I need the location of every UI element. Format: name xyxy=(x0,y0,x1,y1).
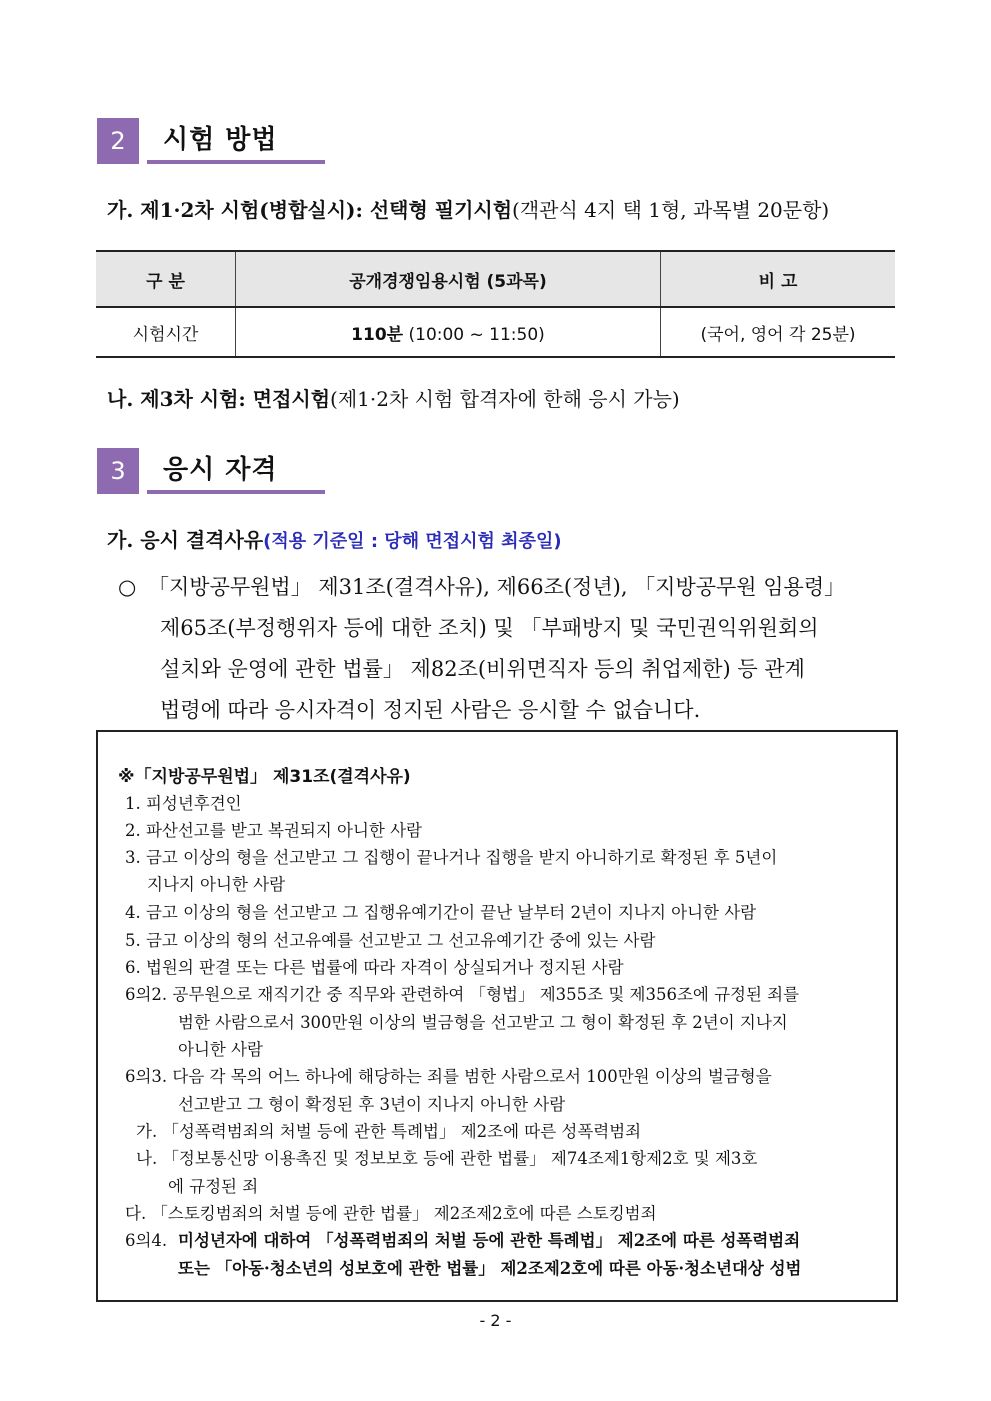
paragraph-line xyxy=(118,690,898,731)
exam-method-item-na xyxy=(107,383,680,412)
table-cell: (국어, 영어 각 25분) xyxy=(661,307,896,357)
table-cell xyxy=(236,307,661,357)
law-excerpt-box xyxy=(96,730,898,1302)
exam-method-item-ga xyxy=(107,194,829,223)
list-item-number: 6의4. xyxy=(125,1231,168,1250)
section-number: 3 xyxy=(97,448,139,494)
duration: 110분 xyxy=(351,324,404,345)
list-item: 5. 금고 이상의 형의 선고유예를 선고받고 그 선고유예기간 중에 있는 사람 xyxy=(125,931,656,950)
list-item: 6의2. 공무원으로 재직기간 중 직무와 관련하여 「형법」 제355조 및 제356조에 규정된 죄를 xyxy=(125,985,800,1004)
list-item: 다. 「스토킹범죄의 처벌 등에 관한 법률」 제2조제2호에 따른 스토킹범죄 xyxy=(125,1204,657,1223)
list-item: 나. 「정보통신망 이용촉진 및 정보보호 등에 관한 법률」 제74조제1항제2호 및 제3호 xyxy=(136,1149,758,1168)
table-header: 구 분 xyxy=(96,251,236,307)
list-item: 범한 사람으로서 300만원 이상의 벌금형을 선고받고 그 형이 확정된 후 2년이 지나지 xyxy=(178,1013,788,1032)
section-title: 응시 자격 xyxy=(147,448,325,494)
list-item: 2. 파산선고를 받고 복권되지 아니한 사람 xyxy=(125,821,422,840)
paragraph-text: 설치와 운영에 관한 법률」 제82조(비위면직자 등의 취업제한) 등 관계 xyxy=(160,657,805,681)
list-item-bold: 미성년자에 대하여 「성폭력범죄의 처벌 등에 관한 특례법」 제2조에 따른 성폭력범죄 xyxy=(178,1231,801,1250)
item-label: 가. 제1·2차 시험(병합실시): 선택형 필기시험 xyxy=(107,198,513,222)
list-item: 6. 법원의 판결 또는 다른 법률에 따라 자격이 상실되거나 정지된 사람 xyxy=(125,958,624,977)
paragraph-line xyxy=(118,567,898,608)
item-note: (적용 기준일 : 당해 면접시험 최종일) xyxy=(263,531,562,552)
exam-schedule-table xyxy=(96,250,895,358)
table-row xyxy=(96,307,895,357)
item-note: (객관식 4지 택 1형, 과목별 20문항) xyxy=(512,198,830,222)
list-item: 선고받고 그 형이 확정된 후 3년이 지나지 아니한 사람 xyxy=(178,1095,566,1114)
list-item: 4. 금고 이상의 형을 선고받고 그 집행유예기간이 끝난 날부터 2년이 지나지 아니한 사람 xyxy=(125,903,757,922)
item-label: 가. 응시 결격사유 xyxy=(107,528,264,552)
paragraph-text: 제65조(부정행위자 등에 대한 조치) 및 「부패방지 및 국민권익위원회의 xyxy=(160,616,819,640)
list-item: 가. 「성폭력범죄의 처벌 등에 관한 특례법」 제2조에 따른 성폭력범죄 xyxy=(136,1122,642,1141)
list-item: 에 규정된 죄 xyxy=(168,1177,259,1196)
paragraph-text: 「지방공무원법」 제31조(결격사유), 제66조(정년), 「지방공무원 임용령」 xyxy=(148,575,846,599)
paragraph-text: 법령에 따라 응시자격이 정지된 사람은 응시할 수 없습니다. xyxy=(160,698,701,722)
list-item: 3. 금고 이상의 형을 선고받고 그 집행이 끝나거나 집행을 받지 아니하기로 확정된 후 5년이 xyxy=(125,848,778,867)
section-title: 시험 방법 xyxy=(147,118,325,164)
eligibility-item-ga xyxy=(107,524,562,553)
table-header: 비 고 xyxy=(661,251,896,307)
item-label: 나. 제3차 시험: 면접시험 xyxy=(107,387,331,411)
list-item: 6의3. 다음 각 목의 어느 하나에 해당하는 죄를 범한 사람으로서 100만원 이상의 벌금형을 xyxy=(125,1067,772,1086)
list-item: 1. 피성년후견인 xyxy=(125,794,242,813)
table-cell: 시험시간 xyxy=(96,307,236,357)
list-item: 지나지 아니한 사람 xyxy=(147,875,286,894)
table-header: 공개경쟁임용시험 (5과목) xyxy=(236,251,661,307)
time-range: (10:00 ~ 11:50) xyxy=(408,324,545,345)
disqualification-paragraph xyxy=(118,567,898,731)
list-item-bold: 또는 「아동·청소년의 성보호에 관한 법률」 제2조제2호에 따른 아동·청소년대상 성범 xyxy=(178,1259,802,1278)
paragraph-line xyxy=(118,649,898,690)
bullet-icon: ○ xyxy=(118,575,137,599)
paragraph-line xyxy=(118,608,898,649)
section-number: 2 xyxy=(97,118,139,164)
list-item: 아니한 사람 xyxy=(178,1040,263,1059)
box-title: ※「지방공무원법」 제31조(결격사유) xyxy=(118,767,411,787)
item-note: (제1·2차 시험 합격자에 한해 응시 가능) xyxy=(330,387,680,411)
page-number: - 2 - xyxy=(479,1311,512,1330)
